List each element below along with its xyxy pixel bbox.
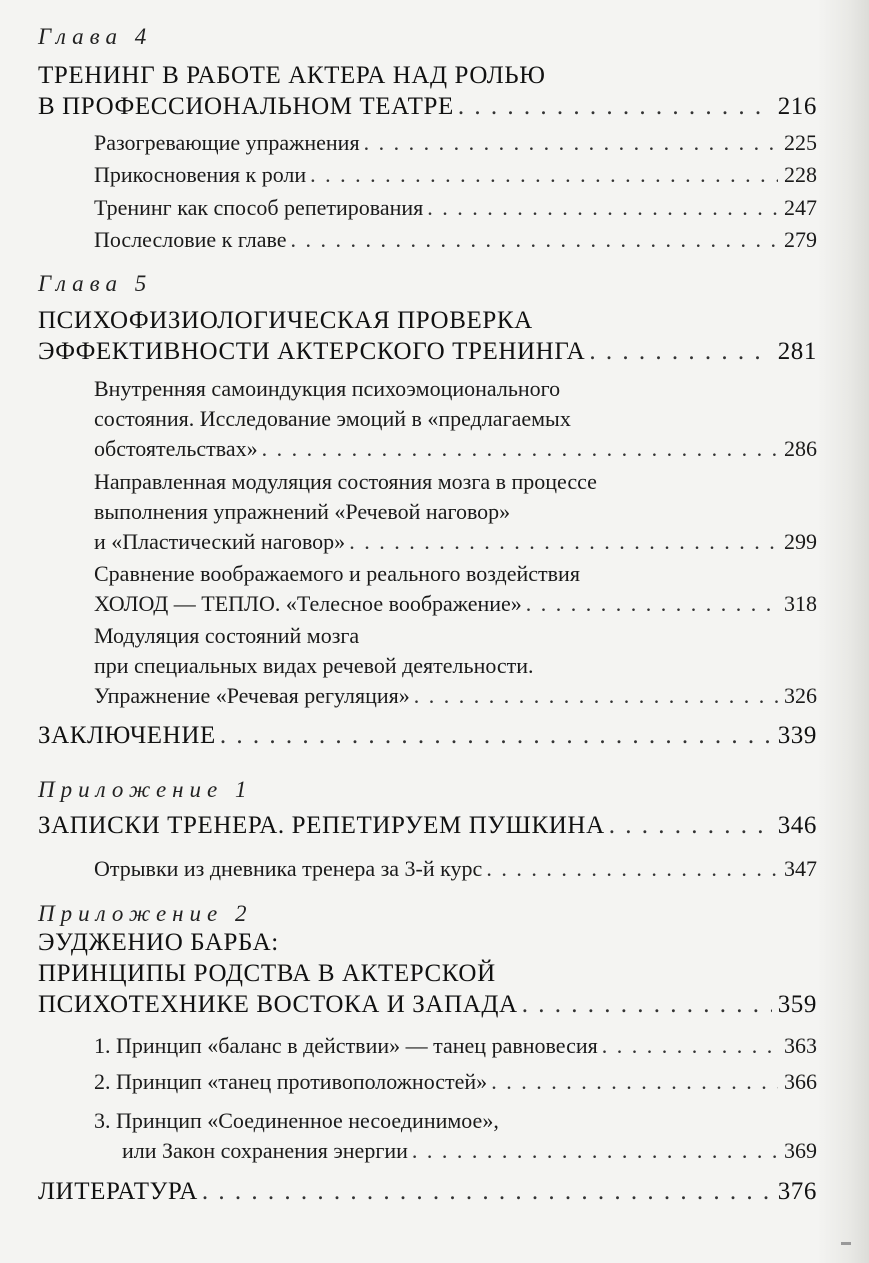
dot-leader (602, 1031, 778, 1061)
toc-entry[interactable] (94, 1067, 817, 1097)
dot-leader (526, 589, 778, 619)
page-number: 359 (777, 991, 817, 1018)
toc-entry-title: Разогревающие упражнения (94, 130, 360, 155)
dot-leader (522, 989, 772, 1020)
page-number: 281 (777, 338, 817, 365)
toc-entry[interactable] (94, 128, 817, 158)
dot-leader (609, 810, 772, 841)
toc-entry-title: 1. Принцип «баланс в действии» — танец равновесия (94, 1033, 598, 1058)
dot-leader (486, 854, 778, 884)
toc-entry[interactable] (94, 621, 817, 711)
toc-entry[interactable] (94, 160, 817, 190)
toc-entry-title-line: или Закон сохранения энергии (122, 1138, 408, 1163)
toc-entry[interactable] (94, 225, 817, 255)
dot-leader (202, 1176, 772, 1207)
toc-entry-title: Отрывки из дневника тренера за 3-й курс (94, 856, 483, 881)
toc-entry[interactable] (94, 374, 817, 464)
page-number: 225 (784, 130, 817, 155)
toc-entry-title-line: Модуляция состояний мозга (94, 623, 360, 648)
page-number: 286 (784, 436, 817, 461)
page-number: 339 (777, 722, 817, 749)
dot-leader (589, 336, 771, 367)
conclusion-entry[interactable] (38, 720, 817, 751)
toc-entry-title-line: 3. Принцип «Соединенное несоединимое», (94, 1108, 499, 1133)
dot-leader (427, 193, 778, 223)
toc-entry[interactable] (94, 193, 817, 223)
dot-leader (310, 160, 778, 190)
page-number: 299 (784, 529, 817, 554)
page-number: 366 (784, 1069, 817, 1094)
toc-entry-title-line: ХОЛОД — ТЕПЛО. «Телесное воображение» (94, 591, 522, 616)
toc-entry-title-line: при специальных видах речевой деятельности. (94, 653, 534, 678)
dot-leader (291, 225, 778, 255)
page-number: 247 (784, 195, 817, 220)
appendix-2-title-line1: ЭУДЖЕНИО БАРБА: (38, 929, 279, 956)
chapter-5-title-line1: ПСИХОФИЗИОЛОГИЧЕСКАЯ ПРОВЕРКА (38, 307, 533, 334)
literature-entry[interactable] (38, 1176, 817, 1207)
chapter-5-title-entry[interactable] (38, 336, 817, 367)
toc-entry-title-line: и «Пластический наговор» (94, 529, 346, 554)
appendix-1-title: ЗАПИСКИ ТРЕНЕРА. РЕПЕТИРУЕМ ПУШКИНА (38, 812, 605, 839)
page-number: 363 (784, 1033, 817, 1058)
dot-leader (412, 1136, 778, 1166)
page-number: 376 (777, 1178, 817, 1205)
chapter-4-heading: Глава 4 (38, 24, 153, 49)
page-number: 318 (784, 591, 817, 616)
appendix-1-title-entry[interactable] (38, 810, 817, 841)
toc-entry-title-line: обстоятельствах» (94, 436, 258, 461)
page-number: 347 (784, 856, 817, 881)
toc-entry[interactable] (94, 467, 817, 557)
chapter-4-title-line1: ТРЕНИНГ В РАБОТЕ АКТЕРА НАД РОЛЬЮ (38, 62, 546, 89)
chapter-4-title-line2: В ПРОФЕССИОНАЛЬНОМ ТЕАТРЕ (38, 93, 454, 120)
dot-leader (491, 1067, 778, 1097)
edge-mark (841, 1242, 851, 1245)
toc-entry-title: 2. Принцип «танец противоположностей» (94, 1069, 488, 1094)
page-number: 216 (777, 93, 817, 120)
toc-entry[interactable] (94, 559, 817, 619)
dot-leader (262, 434, 778, 464)
appendix-2-title-line3: ПСИХОТЕХНИКЕ ВОСТОКА И ЗАПАДА (38, 991, 518, 1018)
dot-leader (220, 720, 772, 751)
page-number: 369 (784, 1138, 817, 1163)
toc-entry-title-line: Внутренняя самоиндукция психоэмоционального (94, 376, 561, 401)
page-number: 228 (784, 162, 817, 187)
toc-entry-title: Прикосновения к роли (94, 162, 307, 187)
dot-leader (414, 681, 778, 711)
dot-leader (364, 128, 778, 158)
toc-entry-title: Тренинг как способ репетирования (94, 195, 424, 220)
toc-entry-title-line: Сравнение воображаемого и реального воздействия (94, 561, 580, 586)
toc-entry[interactable] (94, 854, 817, 884)
toc-entry-title: Послесловие к главе (94, 227, 287, 252)
page-edge-shadow (817, 0, 869, 1263)
conclusion-title: ЗАКЛЮЧЕНИЕ (38, 722, 216, 749)
toc-entry[interactable] (94, 1031, 817, 1061)
chapter-4-title-entry[interactable] (38, 91, 817, 122)
page-number: 346 (777, 812, 817, 839)
appendix-2-title-entry[interactable] (38, 989, 817, 1020)
toc-entry-title-line: выполнения упражнений «Речевой наговор» (94, 499, 511, 524)
dot-leader (458, 91, 772, 122)
chapter-5-title-line2: ЭФФЕКТИВНОСТИ АКТЕРСКОГО ТРЕНИНГА (38, 338, 586, 365)
page-number: 279 (784, 227, 817, 252)
toc-entry-title-line: состояния. Исследование эмоций в «предлагаемых (94, 406, 571, 431)
toc-entry-title-line: Упражнение «Речевая регуляция» (94, 683, 410, 708)
toc-entry[interactable] (94, 1106, 817, 1166)
appendix-1-heading: Приложение 1 (38, 777, 253, 802)
dot-leader (349, 527, 778, 557)
page-number: 326 (784, 683, 817, 708)
literature-title: ЛИТЕРАТУРА (38, 1178, 198, 1205)
chapter-5-heading: Глава 5 (38, 271, 153, 296)
appendix-2-title-line2: ПРИНЦИПЫ РОДСТВА В АКТЕРСКОЙ (38, 960, 496, 987)
appendix-2-heading: Приложение 2 (38, 901, 253, 926)
toc-entry-title-line: Направленная модуляция состояния мозга в процессе (94, 469, 597, 494)
